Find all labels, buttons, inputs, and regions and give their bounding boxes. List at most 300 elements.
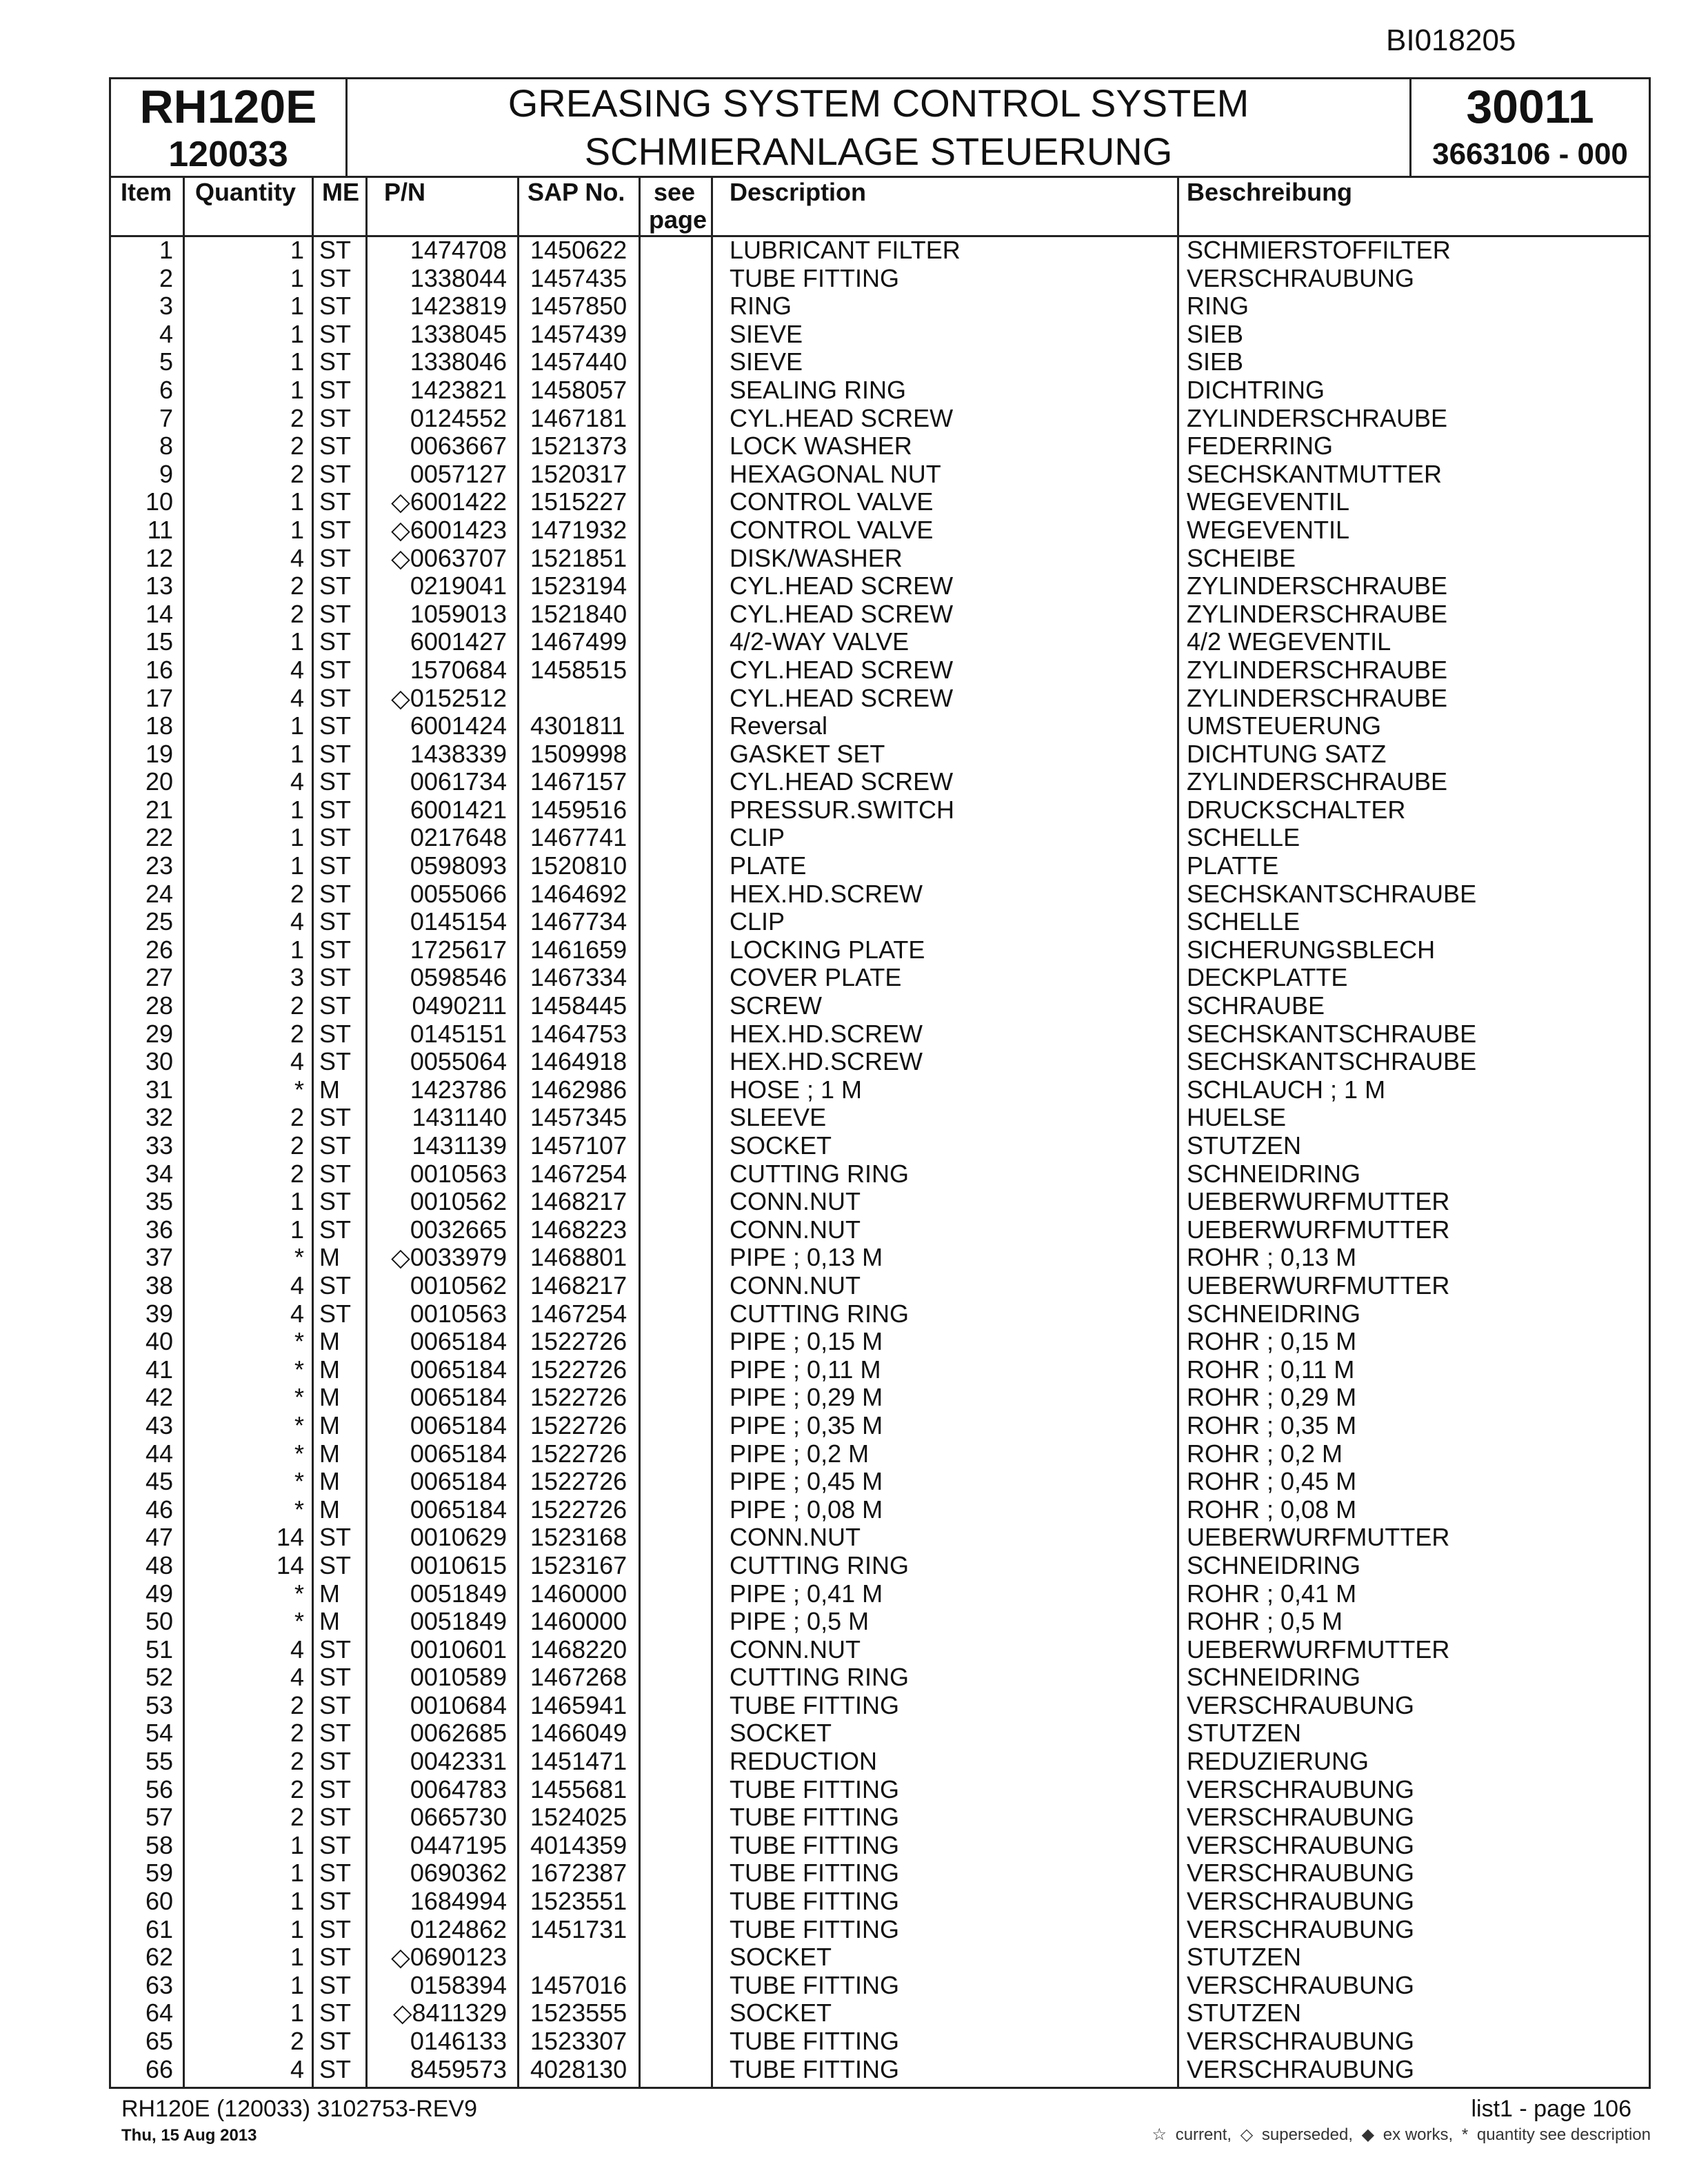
- cell-pn: 6001421: [410, 795, 507, 824]
- cell-pn: 6001427: [410, 627, 507, 656]
- cell-me: M: [319, 1467, 340, 1496]
- cell-description: 4/2-WAY VALVE: [730, 627, 910, 656]
- cell-sap: 1457345: [530, 1103, 627, 1132]
- cell-pn: 1338046: [410, 347, 507, 376]
- cell-sap: 1468220: [530, 1635, 627, 1664]
- cell-description: SOCKET: [730, 1943, 832, 1972]
- cell-description: TUBE FITTING: [730, 1830, 899, 1859]
- cell-sap: 1458445: [530, 991, 627, 1020]
- cell-quantity: 1: [290, 795, 304, 824]
- cell-beschreibung: VERSCHRAUBUNG: [1187, 1775, 1415, 1803]
- table-row: [111, 880, 1649, 909]
- table-row: [111, 852, 1649, 880]
- cell-me: ST: [319, 292, 352, 321]
- cell-me: ST: [319, 683, 352, 712]
- cell-quantity: *: [294, 1410, 304, 1439]
- cell-me: ST: [319, 823, 352, 852]
- cell-sap: 1457435: [530, 263, 627, 292]
- cell-me: ST: [319, 319, 352, 348]
- cell-pn: ◇0690123: [391, 1943, 507, 1972]
- table-row: [111, 628, 1649, 656]
- table-row: [111, 1719, 1649, 1748]
- cell-pn: 0042331: [410, 1747, 507, 1776]
- legend-superseded: superseded,: [1261, 2125, 1353, 2144]
- table-row: [111, 1496, 1649, 1524]
- cell-quantity: 4: [290, 767, 304, 796]
- cell-item: 3: [159, 292, 173, 321]
- cell-beschreibung: SECHSKANTSCHRAUBE: [1187, 1019, 1477, 1048]
- cell-beschreibung: VERSCHRAUBUNG: [1187, 1887, 1415, 1916]
- cell-pn: 0065184: [410, 1467, 507, 1496]
- cell-me: ST: [319, 1747, 352, 1776]
- cell-quantity: 4: [290, 2054, 304, 2083]
- cell-item: 50: [145, 1607, 173, 1636]
- cell-pn: 0010563: [410, 1159, 507, 1188]
- cell-quantity: 2: [290, 459, 304, 488]
- document-id: BI018205: [1386, 23, 1516, 57]
- table-row: [111, 376, 1649, 405]
- table-row: [111, 1412, 1649, 1440]
- cell-pn: 0051849: [410, 1579, 507, 1608]
- cell-description: CYL.HEAD SCREW: [730, 599, 954, 628]
- cell-sap: 1459516: [530, 795, 627, 824]
- table-row: [111, 1999, 1649, 2028]
- cell-sap: 1464753: [530, 1019, 627, 1048]
- cell-quantity: 1: [290, 1859, 304, 1888]
- cell-me: ST: [319, 935, 352, 964]
- cell-beschreibung: SCHNEIDRING: [1187, 1159, 1361, 1188]
- cell-sap: 1468217: [530, 1271, 627, 1300]
- cell-item: 46: [145, 1495, 173, 1524]
- cell-item: 6: [159, 375, 173, 404]
- cell-sap: 1465941: [530, 1690, 627, 1719]
- cell-item: 60: [145, 1887, 173, 1916]
- cell-description: CONN.NUT: [730, 1635, 861, 1664]
- diamond-filled-icon: ◆: [1361, 2125, 1375, 2144]
- cell-me: ST: [319, 432, 352, 461]
- cell-beschreibung: SECHSKANTMUTTER: [1187, 459, 1443, 488]
- table-row: [111, 1216, 1649, 1244]
- table-row: [111, 1048, 1649, 1076]
- cell-description: TUBE FITTING: [730, 1803, 899, 1832]
- cell-sap: 4014359: [530, 1830, 627, 1859]
- cell-pn: ◇0152512: [391, 683, 507, 712]
- cell-beschreibung: SCHELLE: [1187, 907, 1300, 936]
- cell-description: CYL.HEAD SCREW: [730, 403, 954, 432]
- cell-item: 16: [145, 655, 173, 684]
- cell-me: ST: [319, 963, 352, 992]
- cell-item: 14: [145, 599, 173, 628]
- table-row: [111, 1020, 1649, 1049]
- cell-description: PIPE ; 0,15 M: [730, 1327, 883, 1356]
- cell-beschreibung: SCHELLE: [1187, 823, 1300, 852]
- cell-beschreibung: SCHMIERSTOFFILTER: [1187, 236, 1451, 264]
- cell-beschreibung: VERSCHRAUBUNG: [1187, 263, 1415, 292]
- table-row: [111, 685, 1649, 713]
- cell-me: ST: [319, 991, 352, 1020]
- cell-sap: 1467181: [530, 403, 627, 432]
- cell-item: 13: [145, 572, 173, 600]
- cell-pn: 0010684: [410, 1690, 507, 1719]
- cell-pn: 1431139: [412, 1131, 507, 1160]
- cell-item: 58: [145, 1830, 173, 1859]
- cell-beschreibung: STUTZEN: [1187, 1943, 1301, 1972]
- cell-beschreibung: RING: [1187, 292, 1249, 321]
- col-see-page: [649, 178, 707, 234]
- cell-sap: 1520810: [530, 851, 627, 880]
- cell-me: ST: [319, 515, 352, 544]
- cell-pn: 0010601: [410, 1635, 507, 1664]
- cell-quantity: 3: [290, 963, 304, 992]
- cell-quantity: 2: [290, 1719, 304, 1748]
- table-row: [111, 461, 1649, 489]
- cell-pn: 0145154: [410, 907, 507, 936]
- cell-beschreibung: STUTZEN: [1187, 1131, 1301, 1160]
- cell-beschreibung: ROHR ; 0,29 M: [1187, 1383, 1357, 1412]
- cell-me: ST: [319, 1690, 352, 1719]
- table-row: [111, 1468, 1649, 1496]
- cell-quantity: 2: [290, 1747, 304, 1776]
- cell-sap: 1468223: [530, 1215, 627, 1244]
- cell-pn: 0124862: [410, 1914, 507, 1943]
- cell-me: ST: [319, 1719, 352, 1748]
- cell-me: ST: [319, 1999, 352, 2028]
- cell-item: 21: [145, 795, 173, 824]
- cell-beschreibung: VERSCHRAUBUNG: [1187, 1803, 1415, 1832]
- table-row: [111, 1580, 1649, 1608]
- cell-me: ST: [319, 459, 352, 488]
- cell-beschreibung: STUTZEN: [1187, 1999, 1301, 2028]
- cell-item: 41: [145, 1355, 173, 1384]
- cell-description: PIPE ; 0,45 M: [730, 1467, 883, 1496]
- cell-me: ST: [319, 767, 352, 796]
- cell-quantity: 1: [290, 1215, 304, 1244]
- diamond-outline-icon: ◇: [1240, 2125, 1254, 2144]
- cell-description: SOCKET: [730, 1999, 832, 2028]
- cell-item: 59: [145, 1859, 173, 1888]
- table-row: [111, 321, 1649, 349]
- cell-description: TUBE FITTING: [730, 1887, 899, 1916]
- cell-sap: 1467254: [530, 1159, 627, 1188]
- sheet-header: [111, 79, 1649, 178]
- cell-me: ST: [319, 236, 352, 264]
- cell-pn: ◇8411329: [392, 1999, 507, 2028]
- cell-quantity: 2: [290, 599, 304, 628]
- cell-description: CYL.HEAD SCREW: [730, 767, 954, 796]
- table-row: [111, 1664, 1649, 1692]
- table-row: [111, 712, 1649, 740]
- cell-me: ST: [319, 1523, 352, 1552]
- cell-beschreibung: UMSTEUERUNG: [1187, 711, 1382, 740]
- table-row: [111, 1160, 1649, 1189]
- table-row: [111, 1608, 1649, 1636]
- cell-description: PIPE ; 0,41 M: [730, 1579, 883, 1608]
- cell-sap: 1464692: [530, 879, 627, 908]
- cell-pn: 1474708: [410, 236, 507, 264]
- cell-quantity: 4: [290, 543, 304, 572]
- cell-me: M: [319, 1495, 340, 1524]
- cell-description: SLEEVE: [730, 1103, 827, 1132]
- cell-description: CONN.NUT: [730, 1523, 861, 1552]
- cell-me: ST: [319, 1215, 352, 1244]
- table-row: [111, 1552, 1649, 1580]
- cell-sap: 1466049: [530, 1719, 627, 1748]
- cell-me: M: [319, 1607, 340, 1636]
- cell-item: 1: [159, 236, 173, 264]
- cell-description: REDUCTION: [730, 1747, 877, 1776]
- cell-beschreibung: ZYLINDERSCHRAUBE: [1187, 572, 1448, 600]
- cell-quantity: 1: [290, 1830, 304, 1859]
- asterisk-icon: *: [1461, 2125, 1469, 2144]
- cell-beschreibung: UEBERWURFMUTTER: [1187, 1187, 1450, 1216]
- cell-description: SOCKET: [730, 1131, 832, 1160]
- cell-description: PIPE ; 0,29 M: [730, 1383, 883, 1412]
- cell-me: ST: [319, 1019, 352, 1048]
- group-number: 30011: [1466, 81, 1594, 133]
- cell-me: ST: [319, 1663, 352, 1692]
- table-row: [111, 2056, 1649, 2084]
- table-row: [111, 1636, 1649, 1664]
- cell-description: SOCKET: [730, 1719, 832, 1748]
- cell-pn: 0010629: [410, 1523, 507, 1552]
- title-german: SCHMIERANLAGE STEUERUNG: [584, 130, 1173, 173]
- table-row: [111, 405, 1649, 433]
- cell-quantity: 2: [290, 432, 304, 461]
- cell-item: 56: [145, 1775, 173, 1803]
- cell-beschreibung: VERSCHRAUBUNG: [1187, 2054, 1415, 2083]
- cell-beschreibung: UEBERWURFMUTTER: [1187, 1523, 1450, 1552]
- cell-quantity: 4: [290, 1635, 304, 1664]
- cell-description: HOSE ; 1 M: [730, 1075, 863, 1104]
- cell-me: ST: [319, 711, 352, 740]
- cell-me: ST: [319, 1914, 352, 1943]
- cell-pn: 0055064: [410, 1047, 507, 1076]
- cell-description: TUBE FITTING: [730, 2027, 899, 2055]
- cell-item: 54: [145, 1719, 173, 1748]
- cell-pn: 0010615: [410, 1550, 507, 1579]
- cell-me: ST: [319, 907, 352, 936]
- cell-beschreibung: SCHNEIDRING: [1187, 1663, 1361, 1692]
- table-row: [111, 908, 1649, 936]
- cell-item: 5: [159, 347, 173, 376]
- cell-description: TUBE FITTING: [730, 1914, 899, 1943]
- table-row: [111, 545, 1649, 573]
- model-name: RH120E: [139, 81, 317, 133]
- cell-description: PIPE ; 0,13 M: [730, 1243, 883, 1272]
- cell-me: ST: [319, 375, 352, 404]
- cell-pn: 0062685: [410, 1719, 507, 1748]
- cell-item: 47: [145, 1523, 173, 1552]
- cell-sap: 1455681: [530, 1775, 627, 1803]
- cell-pn: 0158394: [410, 1970, 507, 1999]
- col-see: see: [653, 178, 696, 206]
- cell-sap: 1522726: [530, 1410, 627, 1439]
- cell-quantity: 1: [290, 236, 304, 264]
- table-row: [111, 1832, 1649, 1860]
- cell-pn: 0010563: [410, 1299, 507, 1328]
- cell-beschreibung: DICHTUNG SATZ: [1187, 739, 1387, 768]
- cell-me: ST: [319, 739, 352, 768]
- cell-sap: 1467734: [530, 907, 627, 936]
- parts-table-body: [111, 236, 1649, 2083]
- cell-item: 64: [145, 1999, 173, 2028]
- cell-pn: ◇0063707: [391, 543, 507, 572]
- table-row: [111, 1272, 1649, 1300]
- group-block: [1409, 79, 1649, 176]
- cell-item: 19: [145, 739, 173, 768]
- cell-sap: 1523307: [530, 2027, 627, 2055]
- cell-beschreibung: ROHR ; 0,13 M: [1187, 1243, 1357, 1272]
- cell-item: 66: [145, 2054, 173, 2083]
- cell-me: ST: [319, 403, 352, 432]
- cell-me: ST: [319, 2027, 352, 2055]
- col-sap: SAP No.: [528, 178, 625, 206]
- cell-beschreibung: UEBERWURFMUTTER: [1187, 1635, 1450, 1664]
- cell-beschreibung: ROHR ; 0,11 M: [1187, 1355, 1355, 1384]
- cell-sap: 1467741: [530, 823, 627, 852]
- cell-me: ST: [319, 263, 352, 292]
- cell-quantity: 2: [290, 1103, 304, 1132]
- table-row: [111, 516, 1649, 545]
- cell-pn: 0065184: [410, 1327, 507, 1356]
- cell-pn: 0010562: [410, 1271, 507, 1300]
- serial-number: 120033: [168, 134, 288, 174]
- cell-sap: 1522726: [530, 1439, 627, 1468]
- table-row: [111, 488, 1649, 516]
- cell-sap: 4028130: [530, 2054, 627, 2083]
- cell-me: ST: [319, 1159, 352, 1188]
- cell-item: 35: [145, 1187, 173, 1216]
- cell-beschreibung: VERSCHRAUBUNG: [1187, 2027, 1415, 2055]
- cell-description: RING: [730, 292, 792, 321]
- cell-beschreibung: SCHLAUCH ; 1 M: [1187, 1075, 1386, 1104]
- cell-sap: 1467254: [530, 1299, 627, 1328]
- table-row: [111, 740, 1649, 769]
- cell-sap: 1467334: [530, 963, 627, 992]
- table-row: [111, 1384, 1649, 1412]
- cell-me: ST: [319, 1970, 352, 1999]
- cell-sap: 1468217: [530, 1187, 627, 1216]
- cell-sap: 1457440: [530, 347, 627, 376]
- cell-quantity: 2: [290, 1019, 304, 1048]
- cell-pn: 0065184: [410, 1439, 507, 1468]
- cell-pn: ◇0033979: [391, 1243, 507, 1272]
- cell-beschreibung: ZYLINDERSCHRAUBE: [1187, 683, 1448, 712]
- drawing-number: 3663106 - 000: [1432, 137, 1628, 171]
- cell-description: LOCK WASHER: [730, 432, 912, 461]
- cell-sap: 1521851: [530, 543, 627, 572]
- col-page: page: [649, 205, 707, 234]
- table-row: [111, 1776, 1649, 1804]
- cell-description: Reversal: [730, 711, 828, 740]
- table-row: [111, 1916, 1649, 1944]
- cell-item: 8: [159, 432, 173, 461]
- cell-me: ST: [319, 1887, 352, 1916]
- cell-description: CUTTING RING: [730, 1663, 909, 1692]
- cell-quantity: *: [294, 1355, 304, 1384]
- legend-works: ex works,: [1383, 2125, 1454, 2144]
- cell-description: SIEVE: [730, 319, 803, 348]
- cell-item: 20: [145, 767, 173, 796]
- col-me: ME: [322, 178, 359, 206]
- cell-item: 43: [145, 1410, 173, 1439]
- cell-sap: 1450622: [530, 236, 627, 264]
- cell-pn: 0124552: [410, 403, 507, 432]
- cell-item: 57: [145, 1803, 173, 1832]
- cell-item: 61: [145, 1914, 173, 1943]
- cell-quantity: 4: [290, 1663, 304, 1692]
- cell-pn: 0146133: [410, 2027, 507, 2055]
- cell-sap: 1523551: [530, 1887, 627, 1916]
- cell-pn: 1338045: [410, 319, 507, 348]
- cell-beschreibung: SCHRAUBE: [1187, 991, 1325, 1020]
- cell-description: TUBE FITTING: [730, 1690, 899, 1719]
- cell-beschreibung: DRUCKSCHALTER: [1187, 795, 1406, 824]
- cell-sap: 1523167: [530, 1550, 627, 1579]
- cell-sap: 1460000: [530, 1607, 627, 1636]
- star-outline-icon: ☆: [1152, 2125, 1167, 2144]
- cell-quantity: 4: [290, 683, 304, 712]
- cell-pn: 1338044: [410, 263, 507, 292]
- cell-me: M: [319, 1327, 340, 1356]
- cell-item: 17: [145, 683, 173, 712]
- cell-sap: 1523168: [530, 1523, 627, 1552]
- model-block: [111, 79, 348, 176]
- cell-sap: 1468801: [530, 1243, 627, 1272]
- cell-me: ST: [319, 1830, 352, 1859]
- cell-pn: 0145151: [410, 1019, 507, 1048]
- cell-item: 40: [145, 1327, 173, 1356]
- cell-quantity: *: [294, 1579, 304, 1608]
- table-row: [111, 572, 1649, 600]
- cell-description: CYL.HEAD SCREW: [730, 572, 954, 600]
- cell-beschreibung: ROHR ; 0,5 M: [1187, 1607, 1343, 1636]
- cell-description: PIPE ; 0,5 M: [730, 1607, 870, 1636]
- cell-pn: 0064783: [410, 1775, 507, 1803]
- cell-description: PIPE ; 0,11 M: [730, 1355, 881, 1384]
- cell-quantity: 4: [290, 1047, 304, 1076]
- cell-pn: 1570684: [410, 655, 507, 684]
- cell-item: 30: [145, 1047, 173, 1076]
- cell-me: ST: [319, 1775, 352, 1803]
- cell-pn: 0051849: [410, 1607, 507, 1636]
- cell-item: 9: [159, 459, 173, 488]
- cell-quantity: 1: [290, 347, 304, 376]
- cell-quantity: *: [294, 1495, 304, 1524]
- cell-me: ST: [319, 543, 352, 572]
- cell-me: ST: [319, 1550, 352, 1579]
- cell-quantity: 2: [290, 879, 304, 908]
- table-row: [111, 292, 1649, 321]
- cell-me: ST: [319, 572, 352, 600]
- cell-pn: 0065184: [410, 1410, 507, 1439]
- cell-me: ST: [319, 655, 352, 684]
- cell-pn: 0010589: [410, 1663, 507, 1692]
- cell-beschreibung: ZYLINDERSCHRAUBE: [1187, 599, 1448, 628]
- cell-sap: 1471932: [530, 515, 627, 544]
- cell-sap: 1520317: [530, 459, 627, 488]
- cell-pn: 1059013: [410, 599, 507, 628]
- cell-me: ST: [319, 879, 352, 908]
- cell-pn: 1423821: [410, 375, 507, 404]
- cell-description: SCREW: [730, 991, 822, 1020]
- cell-beschreibung: VERSCHRAUBUNG: [1187, 1830, 1415, 1859]
- cell-description: SIEVE: [730, 347, 803, 376]
- cell-pn: 0063667: [410, 432, 507, 461]
- table-row: [111, 1524, 1649, 1552]
- cell-description: CONTROL VALVE: [730, 515, 934, 544]
- cell-me: ST: [319, 1271, 352, 1300]
